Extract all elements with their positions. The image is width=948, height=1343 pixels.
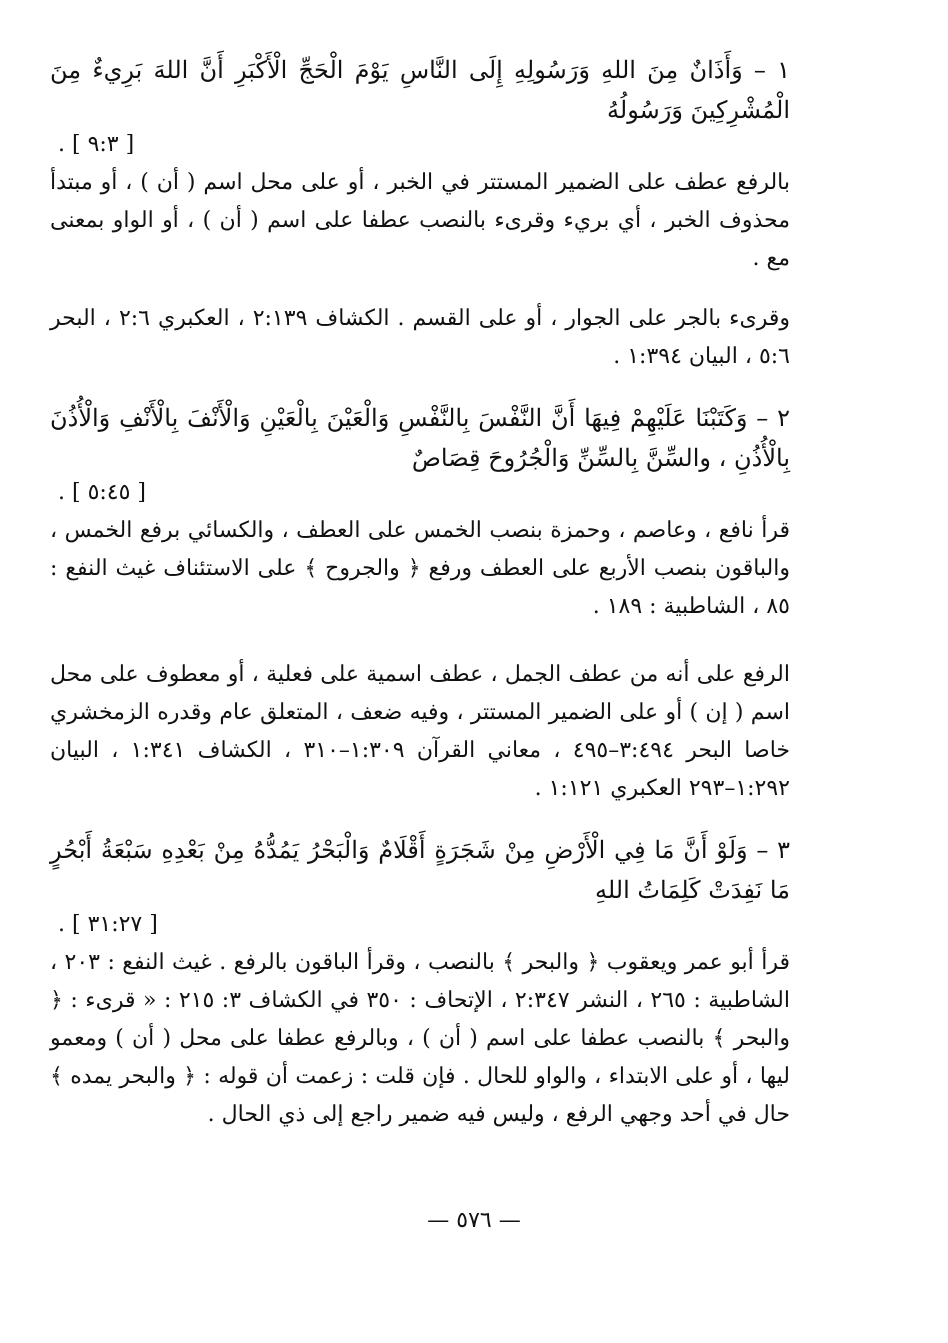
- commentary-paragraph: الرفع على أنه من عطف الجمل ، عطف اسمية على فعلية ، أو معطوف على محل اسم ( إن ) أو على الضمير المستتر ، وفيه ضعف ، المتعلق عام وقدره الزمخشري خاصا البحر ٣:٤٩٤–٤٩٥ ، معاني القرآن ١:٣٠٩–٣١٠ ، الكشاف ١:٣٤١ ، البيان ١:٢٩٢–٢٩٣ العكبري ١:١٢١ .: [50, 662, 790, 801]
- page-body: [50, 50, 790, 1134]
- commentary-paragraph: بالرفع عطف على الضمير المستتر في الخبر ، أو على محل اسم ( أن ) ، أو مبتدأ محذوف الخبر ، أي بريء وقرىء بالنصب عطفا على اسم ( أن ) ، أو الواو بمعنى مع .: [50, 170, 790, 271]
- quran-verse: ١ – وَأَذَانٌ مِنَ اللهِ وَرَسُولِهِ إِلَى النَّاسِ يَوْمَ الْحَجِّ الْأَكْبَرِ أَنَّ اللهَ بَرِيءٌ مِنَ الْمُشْرِكِينَ وَرَسُولُهُ: [50, 56, 790, 124]
- verse-citation: . [ ٩:٣ ]: [58, 132, 135, 157]
- verse-citation: . [ ٥:٤٥ ]: [58, 480, 147, 505]
- page-number: — ٥٧٦ —: [427, 1208, 521, 1233]
- commentary-paragraph: قرأ نافع ، وعاصم ، وحمزة بنصب الخمس على العطف ، والكسائي برفع الخمس ، والباقون بنصب الأربع على العطف ورفع ﴿ والجروح ﴾ على الاستئناف غيث النفع : ٨٥ ، الشاطبية : ١٨٩ .: [50, 518, 790, 619]
- quran-verse: ٣ – وَلَوْ أَنَّ مَا فِي الْأَرْضِ مِنْ شَجَرَةٍ أَقْلَامٌ وَالْبَحْرُ يَمُدُّهُ مِنْ بَعْدِهِ سَبْعَةُ أَبْحُرٍ مَا نَفِدَتْ كَلِمَاتُ اللهِ: [50, 836, 790, 904]
- commentary-paragraph: وقرىء بالجر على الجوار ، أو على القسم . الكشاف ٢:١٣٩ ، العكبري ٢:٦ ، البحر ٥:٦ ، البيان ١:٣٩٤ .: [50, 306, 790, 369]
- commentary-paragraph: قرأ أبو عمر ويعقوب ﴿ والبحر ﴾ بالنصب ، وقرأ الباقون بالرفع . غيث النفع : ٢٠٣ ، الشاطبية : ٢٦٥ ، النشر ٢:٣٤٧ ، الإتحاف : ٣٥٠ في الكشاف ٣: ٢١٥ : « قرىء : ﴿ والبحر ﴾ بالنصب عطفا على اسم ( أن ) ، وبالرفع عطفا على محل ( أن ) ومعمو ليها ، أو على الابتداء ، والواو للحال . فإن قلت : زعمت أن قوله : ﴿ والبحر يمده ﴾ حال في أحد وجهي الرفع ، وليس فيه ضمير راجع إلى ذي الحال .: [50, 950, 790, 1127]
- verse-citation: . [ ٣١:٢٧ ]: [58, 912, 158, 937]
- quran-verse: ٢ – وَكَتَبْنَا عَلَيْهِمْ فِيهَا أَنَّ النَّفْسَ بِالنَّفْسِ وَالْعَيْنَ بِالْعَيْنِ وَالْأَنْفَ بِالْأَنْفِ وَالْأُذُنَ بِالْأُذُنِ ، والسِّنَّ بِالسِّنِّ وَالْجُرُوحَ قِصَاصٌ: [50, 404, 790, 472]
